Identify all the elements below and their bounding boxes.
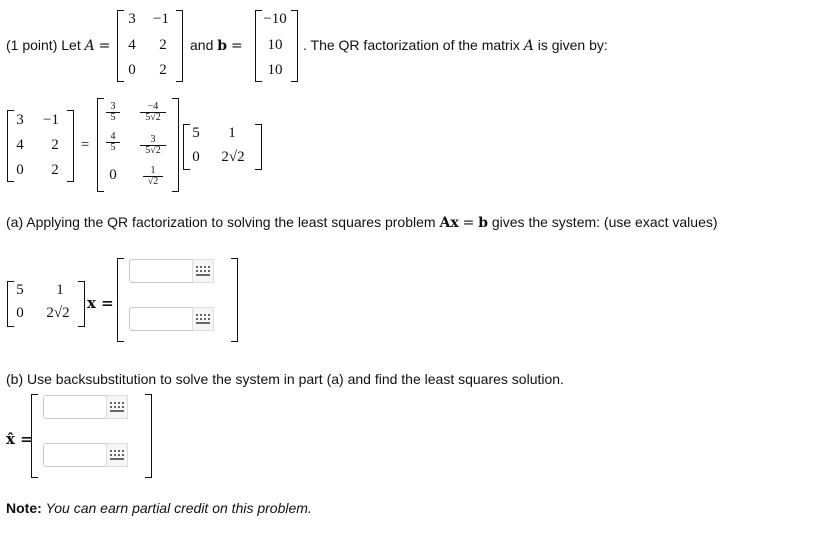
A-cell: 3 [16, 112, 24, 128]
R-cell: 0 [16, 305, 24, 321]
equals-sign: = [230, 38, 243, 54]
Q-left-bracket [97, 98, 104, 192]
and-text: and [190, 37, 214, 53]
note-text: You can earn partial credit on this problem. [45, 500, 312, 516]
part-a-text-end: gives the system: (use exact values) [491, 214, 718, 230]
vector-b-cell: −10 [263, 11, 287, 27]
answer-a-right-bracket [231, 258, 238, 342]
Q-cell: $\frac{4}{5}$ [106, 132, 120, 153]
matrix-A-cell: −1 [153, 11, 169, 27]
qr-text: . The QR factorization of the matrix [303, 37, 520, 53]
and-b-text [190, 37, 243, 54]
keypad-icon[interactable] [192, 307, 214, 331]
points-text: (1 point) Let [6, 37, 81, 53]
A-symbol: A [523, 38, 534, 54]
qr-text-end: is given by: [537, 37, 608, 53]
part-a-text: (a) Applying the QR factorization to solving the least squares problem [6, 214, 436, 230]
problem-intro [6, 37, 110, 54]
keypad-icon[interactable] [106, 443, 128, 467]
answer-b-right-bracket [145, 394, 152, 478]
R-cell: 2√2 [46, 305, 70, 321]
vector-b-cell: 10 [267, 37, 283, 53]
A-cell: 2 [51, 162, 59, 178]
R-cell: 0 [192, 149, 200, 165]
matrix-A-cell: 4 [128, 37, 136, 53]
vector-b-cell: 10 [267, 62, 283, 78]
A-cell: 0 [16, 162, 24, 178]
Q-cell: $\frac{3}{5√2}$ [140, 135, 166, 156]
A-cell: −1 [43, 112, 59, 128]
matrix-A-right-bracket [176, 10, 183, 82]
x-equals: x = [87, 294, 114, 312]
matrix-A-cell: 2 [159, 62, 167, 78]
answer-b-left-bracket [31, 394, 38, 478]
equals-sign: = [80, 137, 90, 153]
equals-sign: = [98, 38, 111, 54]
matrix-A-cell: 2 [159, 37, 167, 53]
keypad-icon[interactable] [192, 259, 214, 283]
matrix-A-cell: 0 [128, 62, 136, 78]
part-a-question [6, 214, 718, 231]
A-right-bracket [67, 110, 74, 182]
R-cell: 1 [228, 125, 236, 141]
matrix-A-cell: 3 [128, 11, 136, 27]
A-cell: 2 [51, 137, 59, 153]
Q-cell: 0 [109, 167, 117, 183]
answer-a-left-bracket [117, 258, 124, 342]
note [6, 500, 312, 516]
xhat-equals: x̂ = [6, 430, 33, 448]
part-b-question: (b) Use backsubstitution to solve the system in part (a) and find the least squares solution. [6, 371, 564, 387]
Ax-symbol: Ax [439, 215, 459, 231]
R-cell: 2√2 [221, 149, 245, 165]
b-symbol: b [217, 38, 228, 54]
Q-cell: $\frac{-4}{5√2}$ [140, 102, 166, 123]
Q-cell: $\frac{3}{5}$ [106, 102, 120, 123]
R-right-bracket [255, 124, 262, 170]
qr-statement [303, 37, 608, 54]
b-symbol: b [478, 215, 488, 231]
keypad-icon[interactable] [106, 395, 128, 419]
R-cell: 5 [16, 282, 24, 298]
A-cell: 4 [16, 137, 24, 153]
equals-sign: = [462, 215, 475, 231]
A-symbol: A [84, 38, 95, 54]
Q-cell: $\frac{1}{√2}$ [143, 166, 163, 187]
R-cell: 1 [56, 282, 64, 298]
vector-b-right-bracket [291, 10, 298, 82]
R-right-bracket [78, 281, 85, 327]
R-cell: 5 [192, 125, 200, 141]
Q-right-bracket [172, 98, 179, 192]
note-label: Note: [6, 500, 42, 516]
